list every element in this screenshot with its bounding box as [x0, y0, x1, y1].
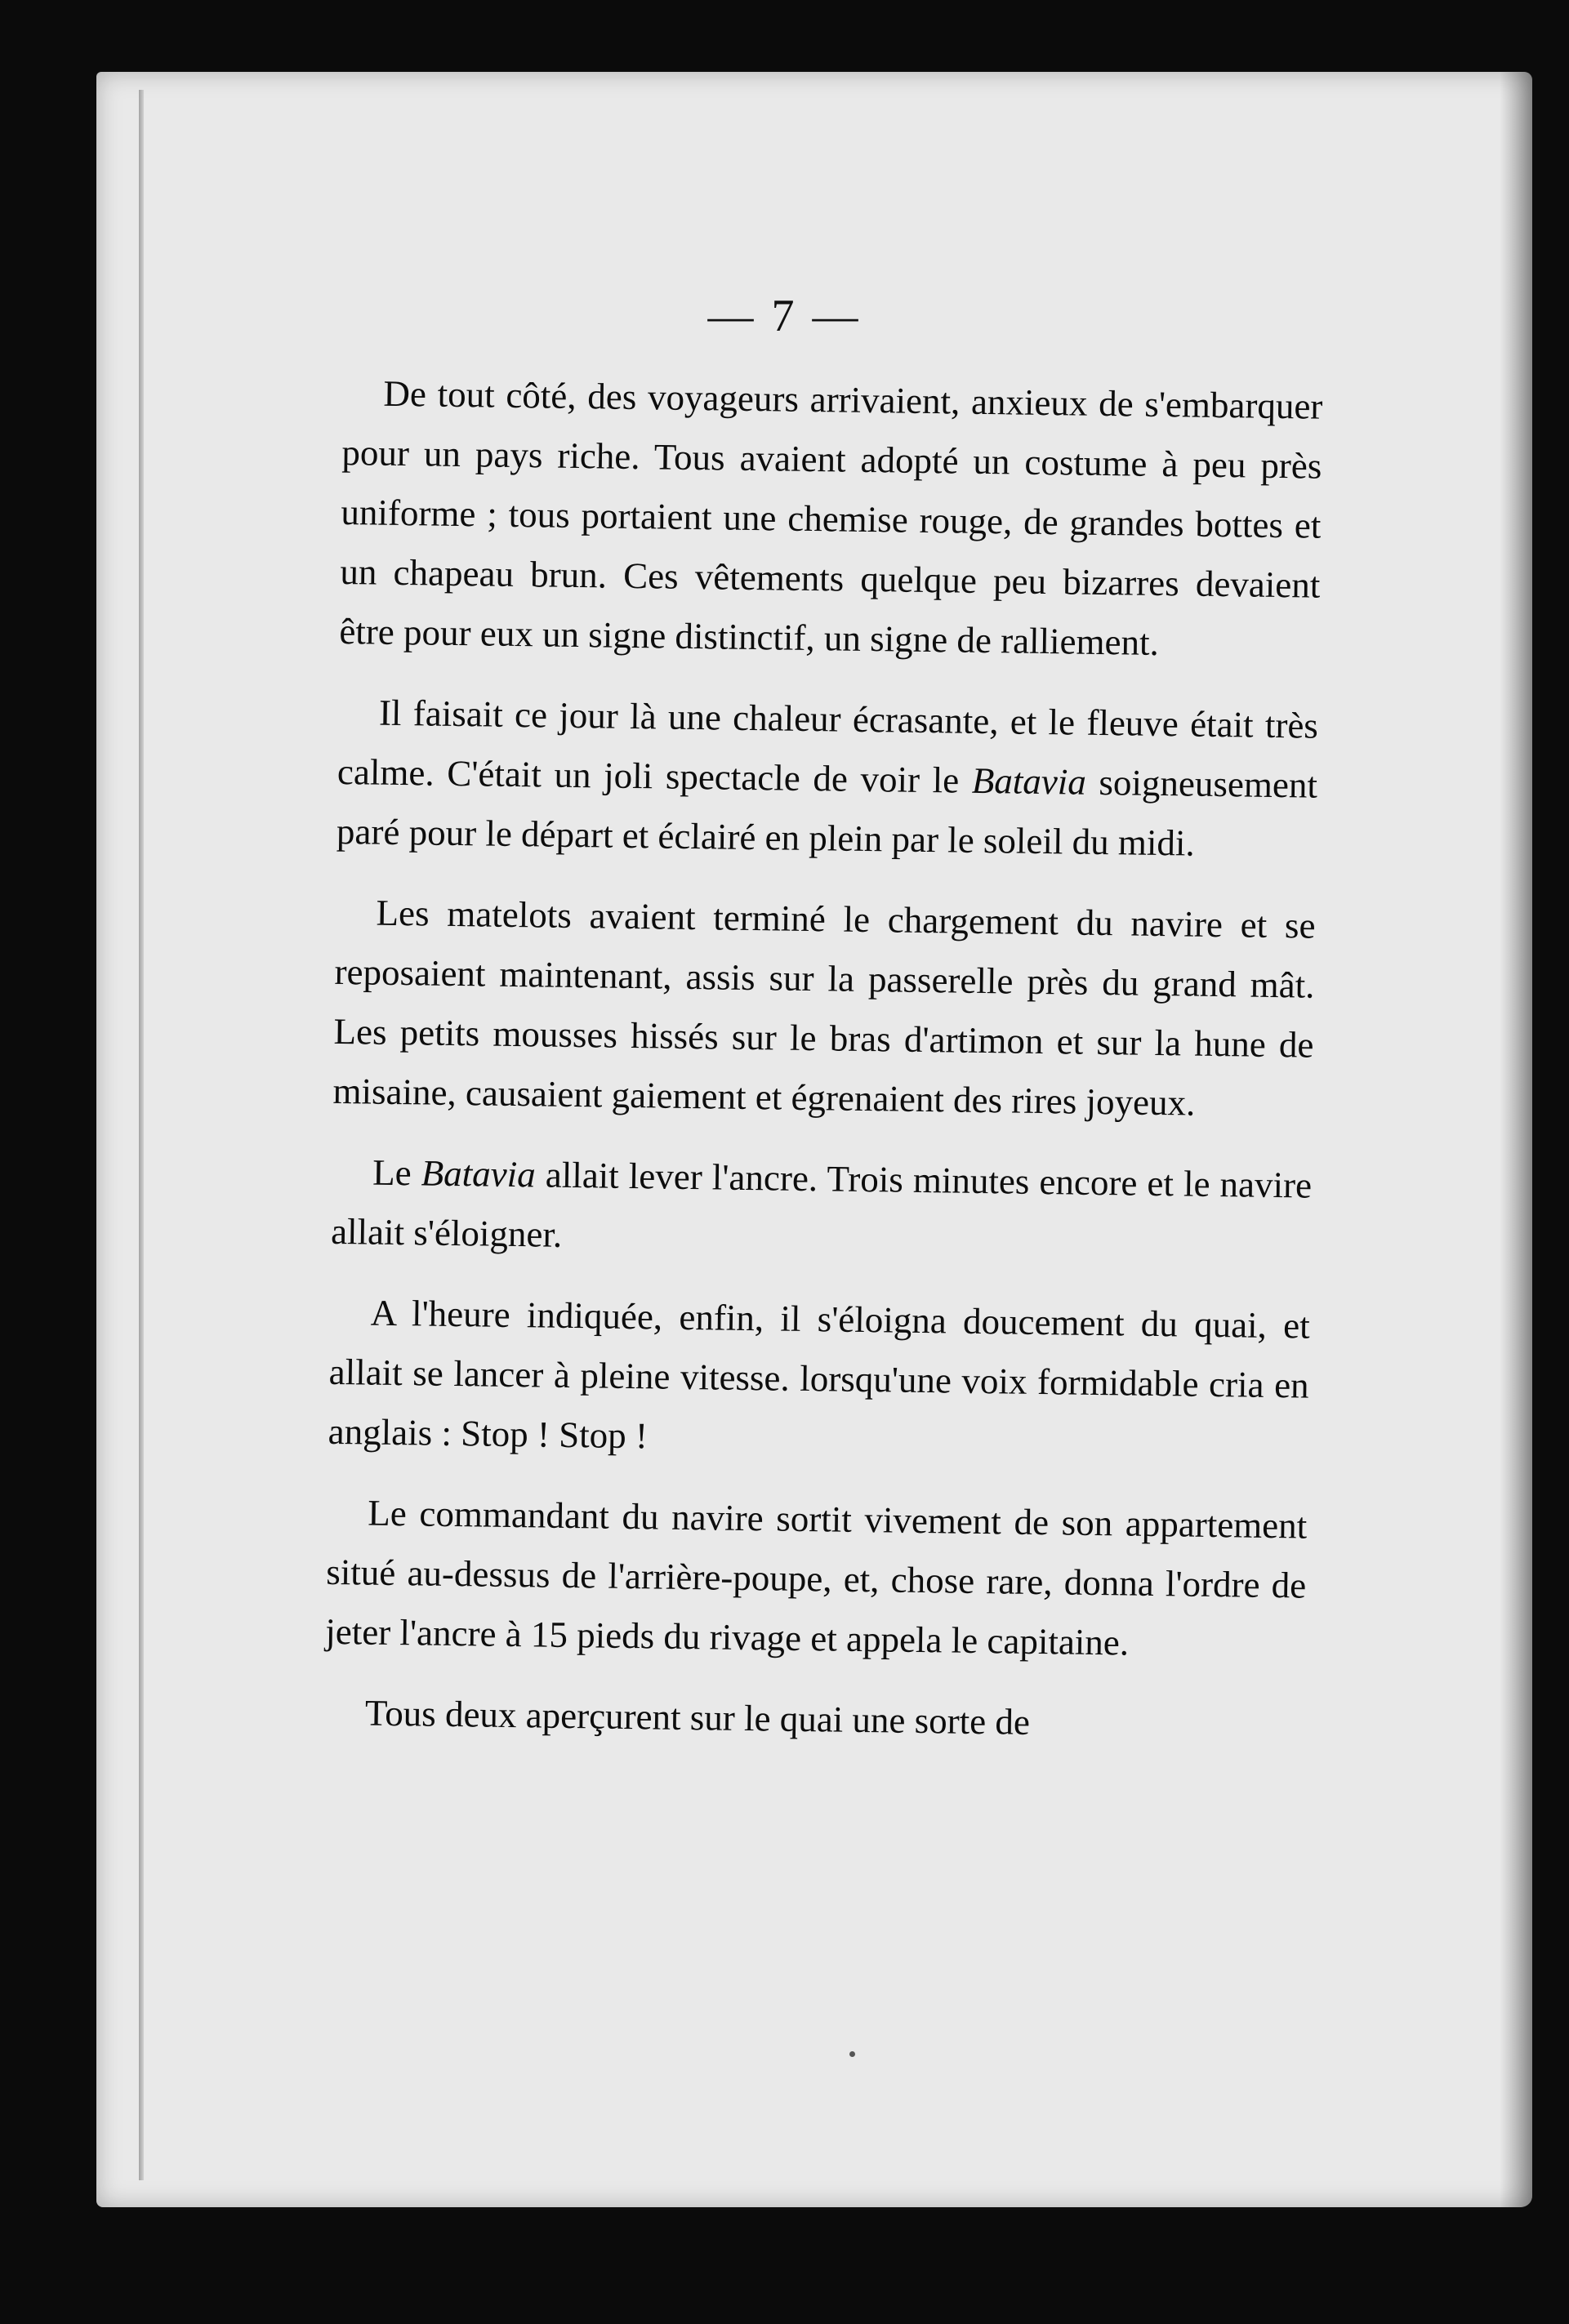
ship-name-italic: Batavia: [971, 759, 1087, 803]
paragraph-3-text: Les matelots avaient terminé le chargement du navire et se reposaient maintenant, assis sur la passerelle près du grand mât. Les petits mousses hissés sur le bras d'artimon et sur la hune de misaine, causaient gaiement et égrenaient des rires joyeux.: [332, 892, 1316, 1124]
paragraph-3: [332, 883, 1316, 1135]
paragraph-5-text: A l'heure indiquée, enfin, il s'éloigna doucement du quai, et allait se lancer à pleine vitesse. lorsqu'une voix formidable cria en anglais : Stop ! Stop !: [328, 1292, 1311, 1457]
paragraph-6-text: Le commandant du navire sortit vivement de son appartement situé au-dessus de l'arrière-poupe, et, chose rare, donna l'ordre de jeter l'ancre à 15 pieds du rivage et appela le capitaine.: [324, 1492, 1308, 1663]
paragraph-2: [336, 683, 1318, 875]
print-speck: [849, 2051, 855, 2057]
paragraph-2-text: Il faisait ce jour là une chaleur écrasante, et le fleuve était très calme. C'était un joli spectacle de voir le: [337, 692, 1319, 801]
paragraph-1: [339, 363, 1323, 675]
paragraph-4-rest: allait lever l'ancre. Trois minutes encore et le navire allait s'éloigner.: [330, 1154, 1313, 1255]
page-gutter-line: [139, 90, 144, 2180]
paragraph-4: [331, 1142, 1313, 1276]
ship-name-italic: Batavia: [421, 1152, 537, 1195]
page-number: — 7 —: [707, 291, 862, 341]
paragraph-5: [328, 1283, 1310, 1476]
paragraph-1-text: De tout côté, des voyageurs arrivaient, anxieux de s'embarquer pour un pays riche. Tous avaient adopté un costume à peu près uniforme ; tous portaient une chemise rouge, de grandes bottes et un chapeau brun. Ces vêtements quelque peu bizarres devaient être pour eux un signe distinctif, un signe de ralliement.: [339, 372, 1323, 663]
paragraph-6: [325, 1483, 1308, 1676]
paragraph-7: [323, 1683, 1304, 1756]
paragraph-7-text: Tous deux aperçurent sur le quai une sorte de: [364, 1692, 1031, 1743]
body-text: [323, 363, 1323, 1778]
paragraph-4-text: Le: [372, 1151, 422, 1194]
page-edge-shadow: [1500, 72, 1532, 2207]
paragraph-2-rest: soigneusement paré pour le départ et éclairé en plein par le soleil du midi.: [336, 761, 1318, 864]
